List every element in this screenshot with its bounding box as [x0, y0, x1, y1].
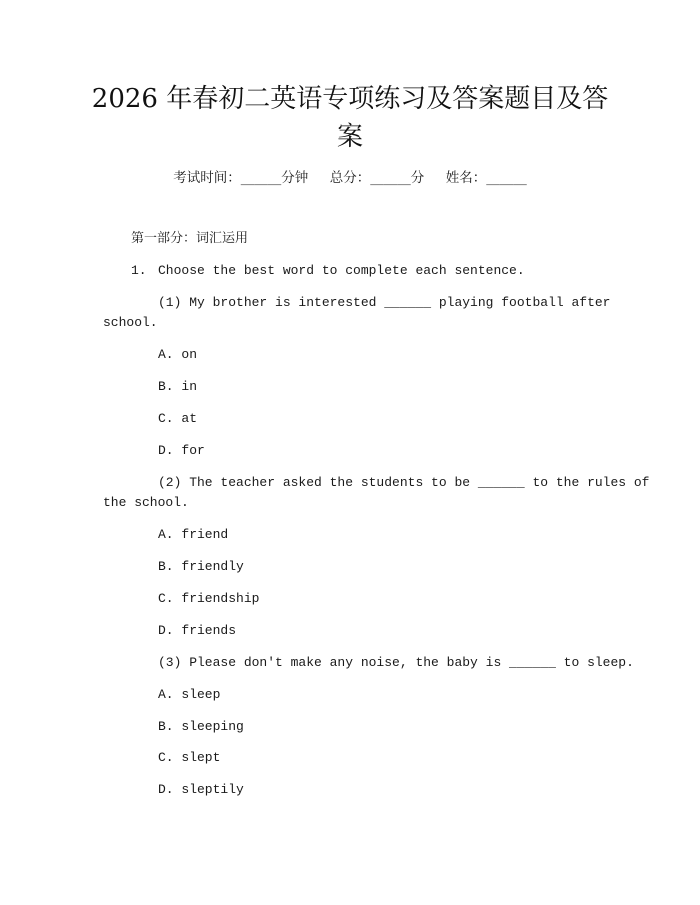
option-2-a: A. friend [158, 527, 229, 542]
section-heading: 第一部分：词汇运用 [131, 231, 249, 246]
option-2-d: D. friends [158, 623, 237, 638]
option-1-c: C. at [158, 411, 198, 426]
option-1-b: B. in [158, 379, 198, 394]
option-3-a: A. sleep [158, 687, 221, 702]
sub-question-1-line-2: school. [103, 315, 158, 330]
question-number: 1. [131, 263, 147, 278]
option-3-c: C. slept [158, 750, 221, 765]
sub-question-1-line-1: (1) My brother is interested ______ playing football after [158, 295, 611, 310]
sub-question-2-line-1: (2) The teacher asked the students to be ______ to the rules of [158, 475, 650, 490]
option-2-c: C. friendship [158, 591, 260, 606]
sub-question-3-line-1: (3) Please don't make any noise, the baby is ______ to sleep. [158, 655, 634, 670]
document-title-line-2: 案 [336, 122, 363, 152]
question-instruction: Choose the best word to complete each sentence. [158, 263, 525, 278]
sub-question-2-line-2: the school. [103, 495, 189, 510]
option-3-d: D. sleptily [158, 782, 244, 797]
exam-info-line: 考试时间：______分钟 总分：______分 姓名：______ [173, 170, 527, 186]
document-title-line-1: 2026 年春初二英语专项练习及答案题目及答 [91, 84, 609, 114]
option-2-b: B. friendly [158, 559, 244, 574]
option-3-b: B. sleeping [158, 719, 244, 734]
option-1-d: D. for [158, 443, 205, 458]
option-1-a: A. on [158, 347, 198, 362]
